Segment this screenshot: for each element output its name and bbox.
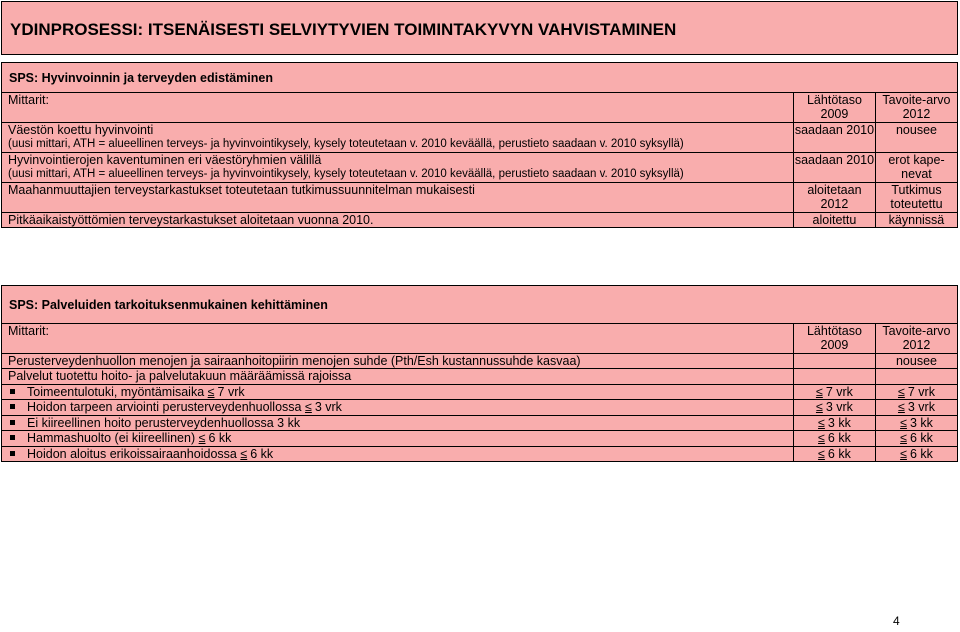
table-row bbox=[2, 152, 958, 182]
less-equal-sign: ≤ bbox=[900, 431, 907, 445]
bullet-icon bbox=[10, 404, 15, 409]
bullet-icon bbox=[10, 420, 15, 425]
bullet-icon bbox=[10, 451, 15, 456]
less-equal-sign: ≤ bbox=[207, 384, 215, 399]
table-row bbox=[2, 353, 958, 369]
target-value: Tutkimus toteutettu bbox=[875, 182, 957, 212]
target-value: 6 kk bbox=[909, 446, 933, 461]
base-value: 6 kk bbox=[827, 446, 851, 461]
indicator-note: (uusi mittari, ATH = alueellinen terveys- ja hyvinvointikysely, kysely toteutetaan v. 2010 keväällä, perustieto saadaan v. 2010 syksyllä) bbox=[8, 168, 684, 180]
less-equal-sign: ≤ bbox=[897, 384, 905, 399]
section-heading: SPS: Palveluiden tarkoituksenmukainen kehittäminen bbox=[2, 286, 958, 324]
target-value: käynnissä bbox=[875, 212, 957, 228]
target-value: erot kape-nevat bbox=[875, 152, 957, 182]
col-label: Mittarit: bbox=[2, 323, 794, 353]
base-value: 7 vrk bbox=[825, 384, 853, 399]
section-heading: SPS: Hyvinvoinnin ja terveyden edistäminen bbox=[2, 63, 958, 93]
less-equal-sign: ≤ bbox=[900, 415, 907, 430]
less-equal-sign: ≤ bbox=[198, 431, 206, 445]
bullet-text: Hammashuolto (ei kiireellinen) bbox=[27, 431, 196, 445]
base-value: 6 kk bbox=[827, 431, 851, 445]
bullet-limit: 6 kk bbox=[250, 446, 274, 461]
bullet-limit: 3 vrk bbox=[314, 400, 342, 414]
less-equal-sign: ≤ bbox=[818, 446, 825, 461]
indicator-text: Hyvinvointierojen kaventuminen eri väestöryhmien välillä bbox=[8, 152, 322, 167]
target-value: 3 vrk bbox=[907, 400, 935, 414]
bullet-limit: 3 kk bbox=[277, 415, 301, 430]
col-base: Lähtötaso 2009 bbox=[793, 92, 875, 122]
indicator-text: Maahanmuuttajien terveystarkastukset toteutetaan tutkimussuunnitelman mukaisesti bbox=[2, 182, 794, 212]
list-item bbox=[2, 415, 958, 431]
bullet-limit: 7 vrk bbox=[217, 384, 245, 399]
bullet-text: Hoidon tarpeen arviointi perusterveydenhuollossa bbox=[27, 400, 302, 414]
table-row bbox=[2, 212, 958, 228]
indicator-note: (uusi mittari, ATH = alueellinen terveys- ja hyvinvointikysely, kysely toteutetaan v. 2010 keväällä, perustieto saadaan v. 2010 syksyllä) bbox=[8, 138, 684, 150]
base-value: saadaan 2010 bbox=[793, 122, 875, 152]
col-base: Lähtötaso 2009 bbox=[793, 323, 875, 353]
indicator-text: Pitkäaikaistyöttömien terveystarkastukset aloitetaan vuonna 2010. bbox=[2, 212, 794, 228]
indicator-text: Perusterveydenhuollon menojen ja sairaanhoitopiirin menojen suhde (Pth/Esh kustannussuhde kasvaa) bbox=[2, 353, 794, 369]
less-equal-sign: ≤ bbox=[818, 415, 825, 430]
less-equal-sign: ≤ bbox=[818, 431, 825, 445]
bullet-text: Hoidon aloitus erikoissairaanhoidossa bbox=[27, 446, 237, 461]
list-item bbox=[2, 446, 958, 462]
indicator-text: Väestön koettu hyvinvointi bbox=[8, 122, 154, 137]
less-equal-sign: ≤ bbox=[240, 446, 248, 461]
indicators-table-2 bbox=[1, 285, 958, 462]
target-value: nousee bbox=[875, 353, 957, 369]
col-target: Tavoite-arvo 2012 bbox=[875, 92, 957, 122]
bullet-text: Ei kiireellinen hoito perusterveydenhuollossa bbox=[27, 415, 274, 430]
col-target: Tavoite-arvo 2012 bbox=[875, 323, 957, 353]
table-row bbox=[2, 182, 958, 212]
bullet-icon bbox=[10, 389, 15, 394]
base-value: aloitetaan 2012 bbox=[793, 182, 875, 212]
base-value: 3 kk bbox=[827, 415, 851, 430]
target-value: 6 kk bbox=[909, 431, 933, 445]
col-label: Mittarit: bbox=[2, 92, 794, 122]
less-equal-sign: ≤ bbox=[900, 446, 907, 461]
table-row bbox=[2, 369, 958, 385]
process-title-box bbox=[1, 1, 958, 55]
base-value: aloitettu bbox=[793, 212, 875, 228]
list-item bbox=[2, 400, 958, 416]
base-value bbox=[793, 353, 875, 369]
indicator-text: Palvelut tuotettu hoito- ja palvelutakuun määräämissä rajoissa bbox=[2, 369, 794, 385]
base-value: saadaan 2010 bbox=[793, 152, 875, 182]
bullet-text: Toimeentulotuki, myöntämisaika bbox=[27, 384, 205, 399]
target-value: 7 vrk bbox=[907, 384, 935, 399]
less-equal-sign: ≤ bbox=[897, 400, 905, 414]
less-equal-sign: ≤ bbox=[815, 400, 823, 414]
less-equal-sign: ≤ bbox=[304, 400, 312, 414]
bullet-icon bbox=[10, 435, 15, 440]
table-row bbox=[2, 122, 958, 152]
base-value bbox=[793, 369, 875, 385]
target-value: 3 kk bbox=[909, 415, 933, 430]
less-equal-sign: ≤ bbox=[815, 384, 823, 399]
process-title: YDINPROSESSI: ITSENÄISESTI SELVIYTYVIEN TOIMINTAKYVYN VAHVISTAMINEN bbox=[10, 20, 677, 39]
indicators-table-1 bbox=[1, 62, 958, 228]
bullet-limit: 6 kk bbox=[208, 431, 232, 445]
list-item bbox=[2, 431, 958, 447]
list-item bbox=[2, 384, 958, 400]
page-number: 4 bbox=[893, 614, 900, 628]
base-value: 3 vrk bbox=[825, 400, 853, 414]
target-value: nousee bbox=[875, 122, 957, 152]
target-value bbox=[875, 369, 957, 385]
